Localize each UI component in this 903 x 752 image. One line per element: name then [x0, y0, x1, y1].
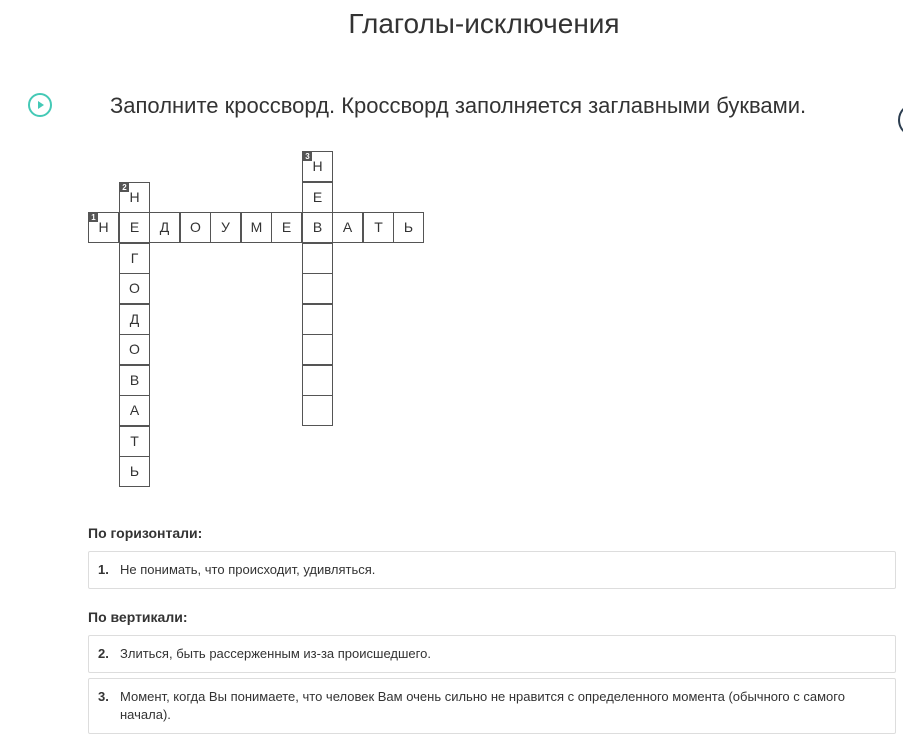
- cell-letter: В: [129, 372, 140, 388]
- page-title: Глаголы-исключения: [348, 8, 620, 39]
- clue-text: Злиться, быть рассерженным из-за происшедшего.: [120, 646, 431, 661]
- crossword-cell[interactable]: [119, 395, 150, 426]
- cell-letter: Ь: [403, 219, 414, 235]
- cell-letter: М: [250, 219, 263, 235]
- crossword-cell[interactable]: [302, 182, 333, 213]
- clue-text: Не понимать, что происходит, удивляться.: [120, 562, 376, 577]
- crossword-cell[interactable]: [302, 243, 333, 274]
- crossword-cell[interactable]: [119, 456, 150, 487]
- crossword-cell[interactable]: [302, 273, 333, 304]
- play-triangle-icon: [38, 101, 44, 109]
- crossword-cell[interactable]: [119, 334, 150, 365]
- crossword-cell[interactable]: [241, 212, 272, 243]
- crossword-cell[interactable]: [302, 395, 333, 426]
- crossword-cell[interactable]: [119, 304, 150, 335]
- crossword-cell[interactable]: [363, 212, 394, 243]
- crossword-cell[interactable]: [149, 212, 180, 243]
- cell-number: 1: [89, 213, 98, 222]
- cell-letter: Е: [129, 219, 140, 235]
- cell-letter: Т: [374, 219, 383, 235]
- crossword-cell[interactable]: [302, 212, 333, 243]
- crossword-cell[interactable]: [332, 212, 363, 243]
- crossword-cell[interactable]: [119, 182, 150, 213]
- clue-vertical-2: [88, 635, 896, 673]
- cell-number: 3: [303, 152, 312, 161]
- crossword-cell[interactable]: [302, 151, 333, 182]
- crossword-cell[interactable]: [119, 243, 150, 274]
- crossword-cell[interactable]: [119, 426, 150, 457]
- crossword-cell[interactable]: [393, 212, 424, 243]
- cell-letter: Г: [130, 250, 139, 266]
- task-instruction: Заполните кроссворд. Кроссворд заполняется заглавными буквами.: [110, 93, 807, 118]
- vertical-label: По вертикали:: [88, 609, 188, 625]
- cell-letter: О: [129, 280, 140, 296]
- clue-text: Момент, когда Вы понимаете, что человек Вам очень сильно не нравится с определенного момента (обычного с самого начала).: [120, 689, 845, 722]
- clue-vertical-3: [88, 678, 896, 734]
- clue-number: 3.: [98, 689, 109, 704]
- crossword-cell[interactable]: [180, 212, 211, 243]
- crossword-cell[interactable]: [88, 212, 119, 243]
- cell-number: 2: [120, 183, 129, 192]
- play-icon[interactable]: [28, 93, 52, 117]
- crossword-cell[interactable]: [302, 334, 333, 365]
- cell-letter: У: [221, 219, 230, 235]
- clue-horizontal-1: [88, 551, 896, 589]
- cell-letter: Д: [159, 219, 170, 235]
- cell-letter: Т: [130, 433, 139, 449]
- crossword-cell[interactable]: [119, 365, 150, 396]
- cell-letter: Н: [312, 158, 323, 174]
- cell-letter: А: [129, 402, 140, 418]
- crossword-cell[interactable]: [271, 212, 302, 243]
- crossword-cell[interactable]: [119, 273, 150, 304]
- crossword-cell[interactable]: [302, 365, 333, 396]
- cell-letter: Е: [281, 219, 292, 235]
- crossword-cell[interactable]: [119, 212, 150, 243]
- horizontal-label: По горизонтали:: [88, 525, 203, 541]
- clue-number: 1.: [98, 562, 109, 577]
- cell-letter: Н: [129, 189, 140, 205]
- crossword-cell[interactable]: [302, 304, 333, 335]
- clue-number: 2.: [98, 646, 109, 661]
- side-button-icon[interactable]: [898, 103, 903, 137]
- cell-letter: О: [190, 219, 201, 235]
- cell-letter: Е: [312, 189, 323, 205]
- cell-letter: В: [312, 219, 323, 235]
- cell-letter: О: [129, 341, 140, 357]
- cell-letter: А: [342, 219, 353, 235]
- crossword-cell[interactable]: [210, 212, 241, 243]
- cell-letter: Д: [129, 311, 140, 327]
- cell-letter: Н: [98, 219, 109, 235]
- cell-letter: Ь: [129, 463, 140, 479]
